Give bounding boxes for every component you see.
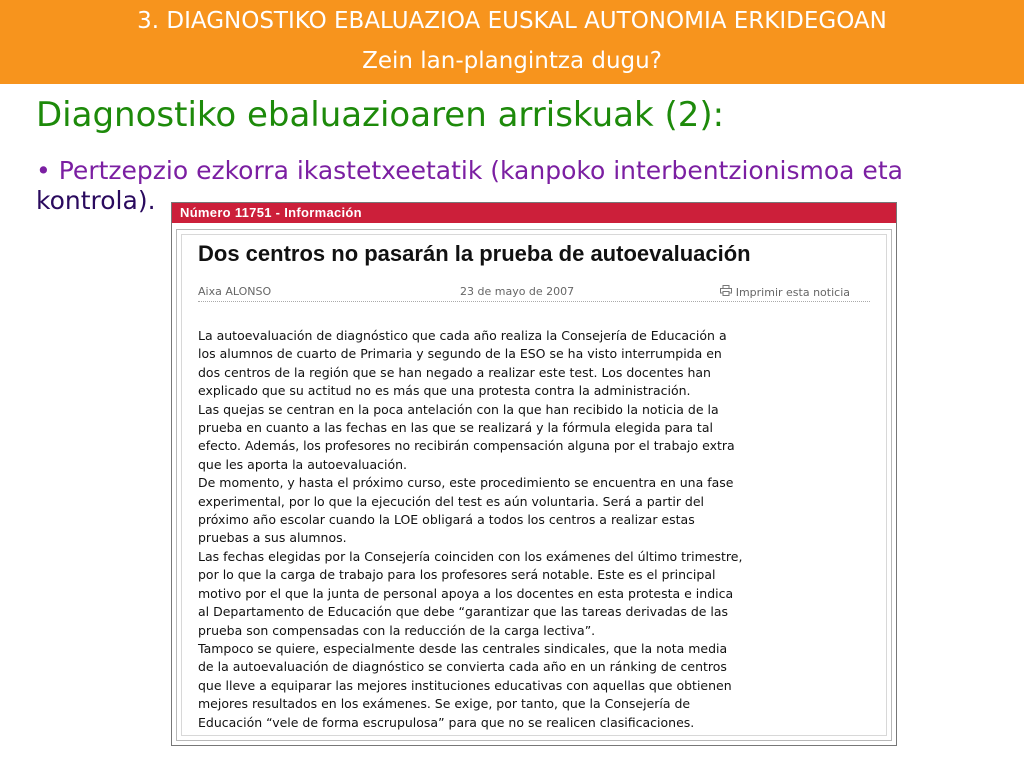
- header-subtitle: Zein lan-plangintza dugu?: [362, 48, 662, 74]
- article-title: Dos centros no pasarán la prueba de autoevaluación: [198, 241, 751, 266]
- article-line: explicado que su actitud no es más que una protesta contra la administración.: [198, 383, 691, 399]
- article-line: Las quejas se centran en la poca antelación con la que han recibido la noticia de la: [198, 401, 719, 417]
- article-line: efecto. Además, los profesores no recibirán compensación alguna por el trabajo extra: [198, 438, 735, 454]
- article-line: dos centros de la región que se han negado a realizar este test. Los docentes han: [198, 364, 711, 380]
- article-line: pruebas a sus alumnos.: [198, 530, 347, 546]
- article-author: Aixa ALONSO: [198, 285, 272, 298]
- print-link[interactable]: [720, 285, 850, 299]
- article-body: [198, 327, 874, 732]
- bullet-marker: •: [36, 156, 51, 185]
- news-clipping: [171, 202, 897, 746]
- bullet-text-line1: Pertzepzio ezkorra ikastetxeetatik (kanpoko interbentzionismoa eta: [58, 156, 903, 185]
- article-line: los alumnos de cuarto de Primaria y segundo de la ESO se ha visto interrumpida en: [198, 346, 722, 362]
- article-line: mejores resultados en los exámenes. Se exige, por tanto, que la Consejería de: [198, 696, 691, 712]
- printer-icon: [720, 285, 732, 299]
- article-line: La autoevaluación de diagnóstico que cada año realiza la Consejería de Educación a: [198, 328, 727, 343]
- bullet-text-line2: kontrola).: [36, 186, 156, 215]
- article-line: que lleve a equiparar las mejores instituciones educativas con aquellas que obtienen: [198, 677, 732, 693]
- article-line: De momento, y hasta el próximo curso, este procedimiento se encuentra en una fase: [198, 475, 734, 491]
- article-date: 23 de mayo de 2007: [460, 285, 575, 298]
- article-line: próximo año escolar cuando la LOE obligará a todos los centros a realizar estas: [198, 512, 695, 528]
- article-line: motivo por el que la junta de personal apoya a los docentes en esta protesta e indica: [198, 585, 734, 601]
- article-line: prueba en cuanto a las fechas en las que se realizará y la fórmula elegida para tal: [198, 420, 713, 436]
- article-line: experimental, por lo que la ejecución del test es aún voluntaria. Será a partir del: [198, 493, 705, 509]
- clipping-header-bar: Número 11751 - Información: [172, 203, 896, 223]
- article-line: Tampoco se quiere, especialmente desde las centrales sindicales, que la nota media: [198, 640, 728, 656]
- slide-heading: Diagnostiko ebaluazioaren arriskuak (2):: [36, 95, 725, 135]
- slide-header: [0, 0, 1024, 84]
- article-line: al Departamento de Educación que debe “garantizar que las tareas derivadas de las: [198, 604, 729, 620]
- article-meta: [198, 285, 870, 302]
- article-line: prueba son compensadas con la reducción de la carga lectiva”.: [198, 622, 596, 638]
- header-title: 3. DIAGNOSTIKO EBALUAZIOA EUSKAL AUTONOMIA ERKIDEGOAN: [137, 8, 887, 34]
- article-line: Educación “vele de forma escrupulosa” para que no se realicen clasificaciones.: [198, 714, 695, 730]
- article-line: por lo que la carga de trabajo para los profesores será notable. Este es el principal: [198, 567, 716, 583]
- article-line: que les aporta la autoevaluación.: [198, 456, 408, 472]
- article-line: Las fechas elegidas por la Consejería coinciden con los exámenes del último trimestre,: [198, 548, 743, 564]
- article-line: de la autoevaluación de diagnóstico se convierta cada año en un ránking de centros: [198, 659, 727, 675]
- print-label[interactable]: Imprimir esta noticia: [735, 286, 850, 299]
